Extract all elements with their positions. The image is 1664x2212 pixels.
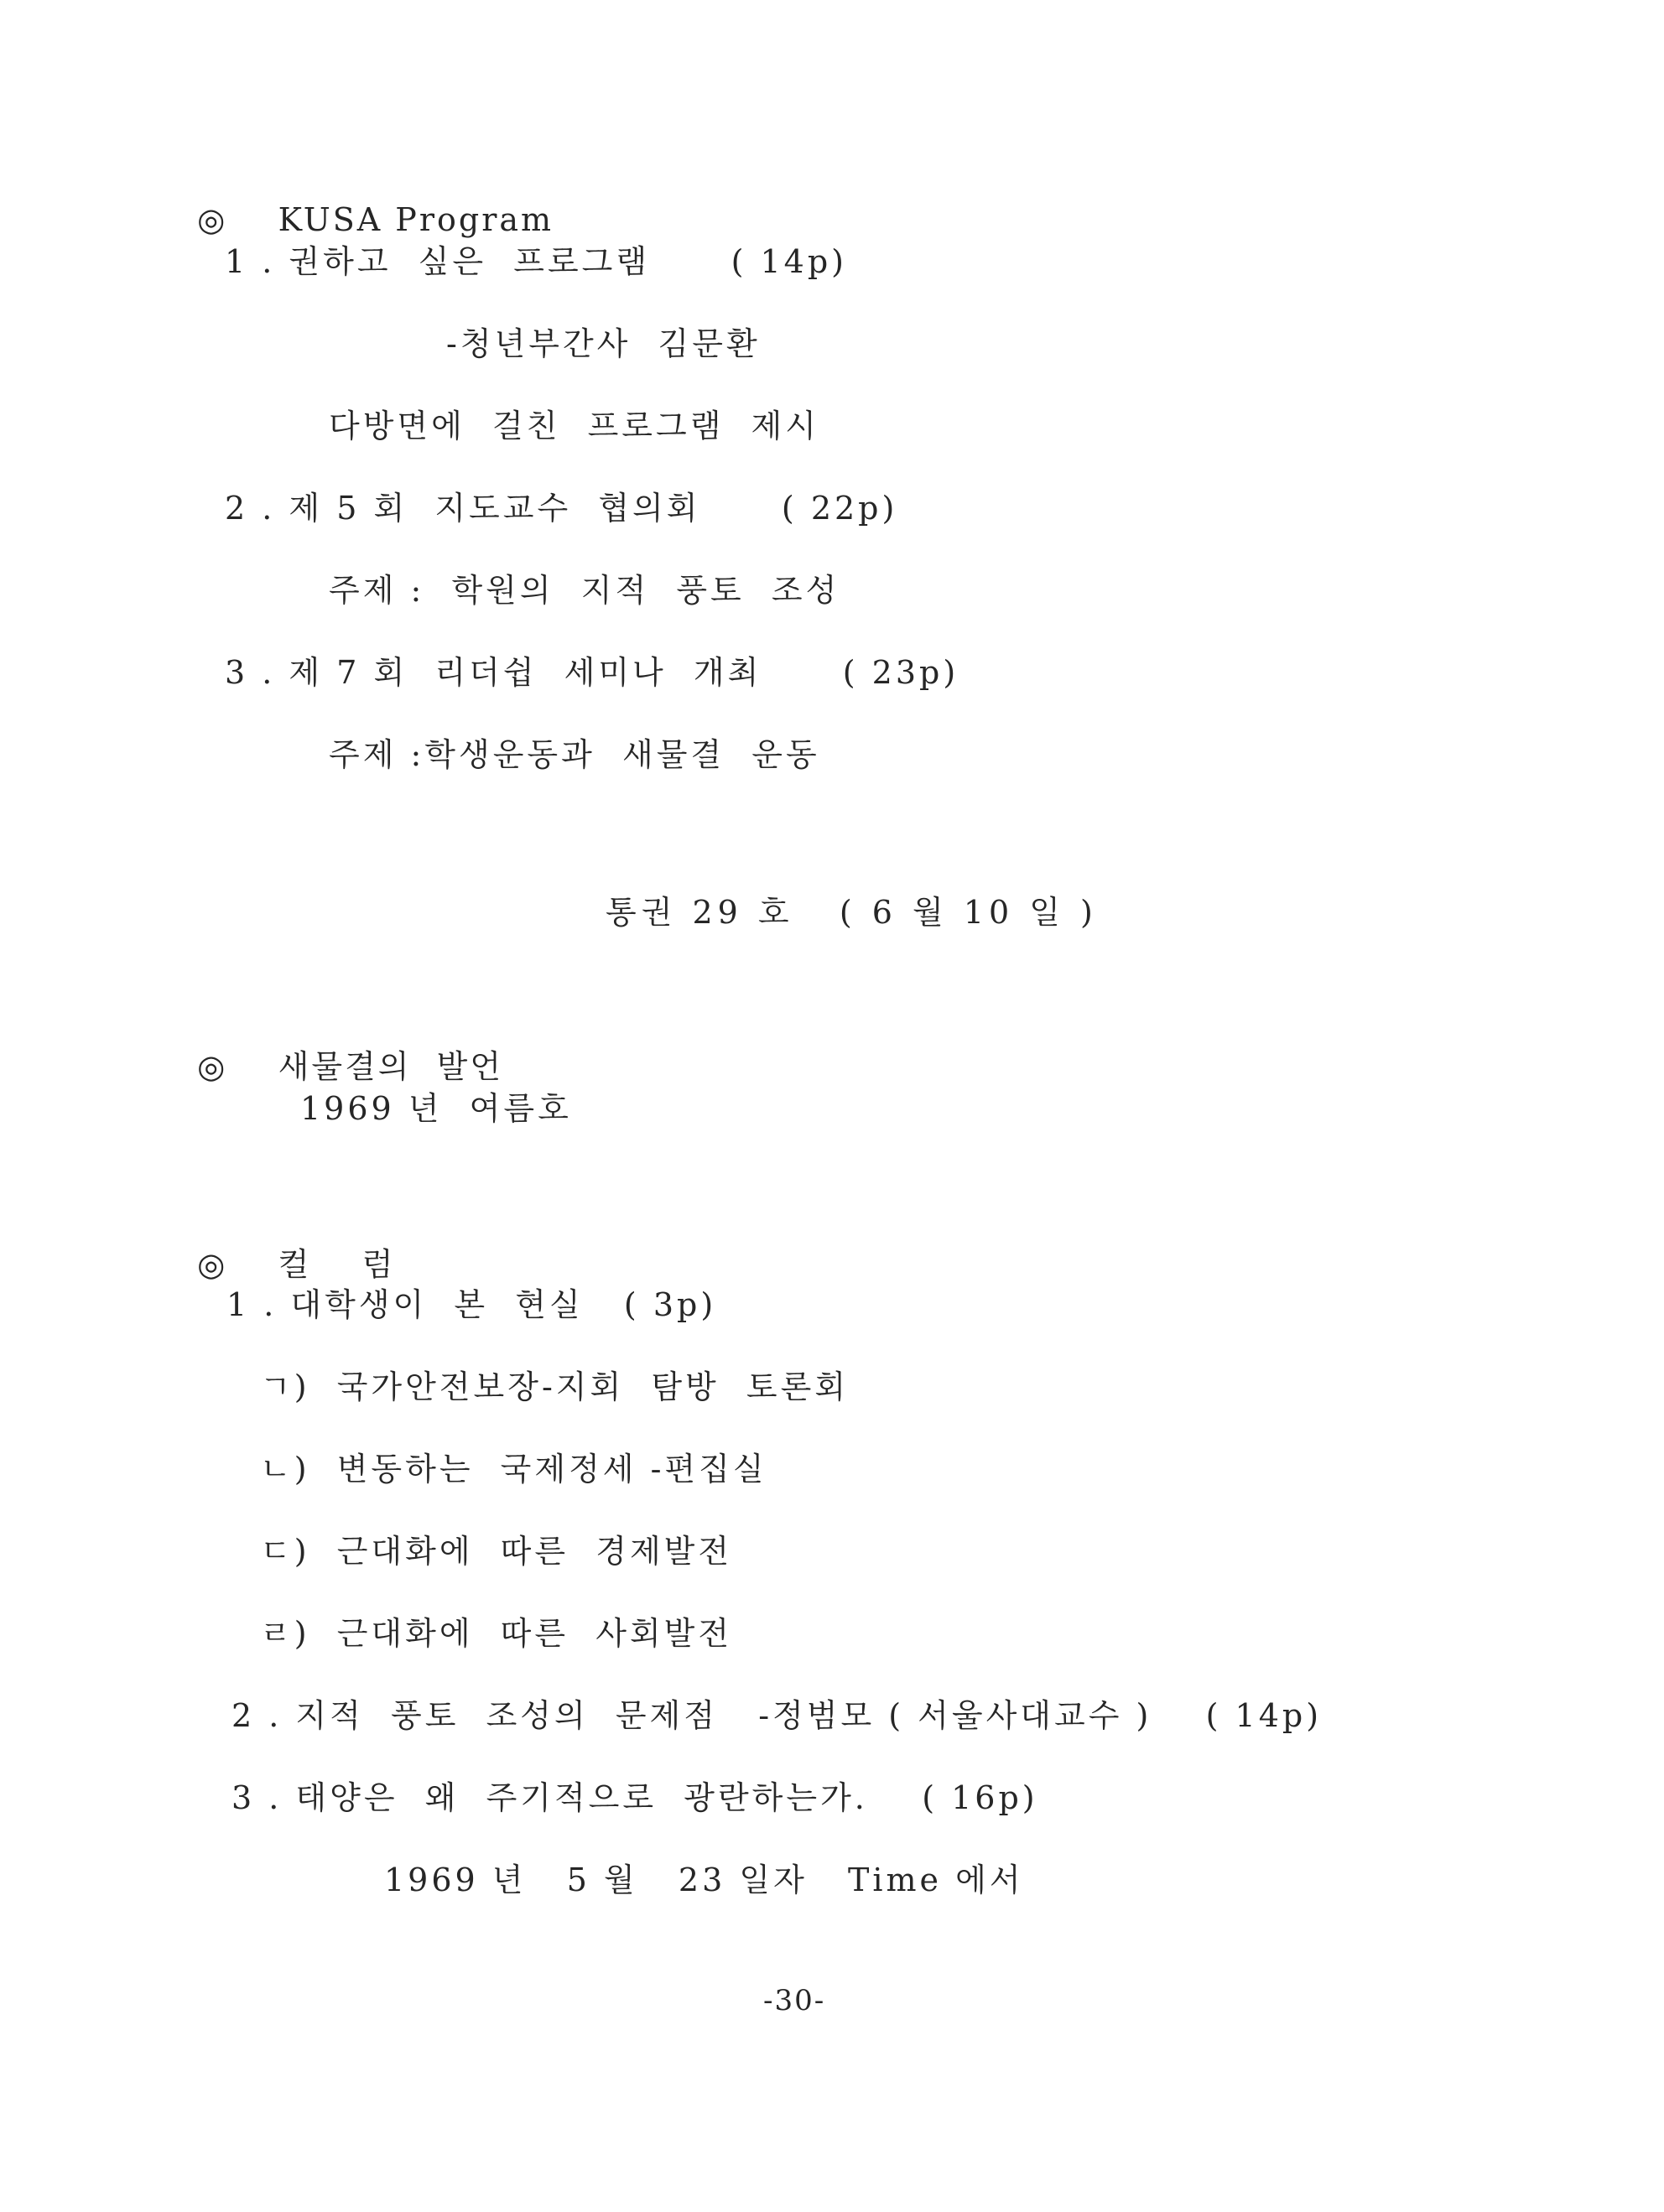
kusa-item-1-desc: 다방면에 걸친 프로그램 제시: [329, 408, 819, 444]
column-sub-a: ㄱ) 국가안전보장-지회 탐방 토론회: [260, 1368, 850, 1405]
kusa-item-3-theme: 주제 :학생운동과 새물결 운동: [329, 736, 820, 773]
kusa-section-title: [172, 159, 554, 240]
column-sub-c: ㄷ) 근대화에 따른 경제발전: [260, 1533, 733, 1570]
issue-heading: 통권 29 호 ( 6 월 10 일 ): [606, 894, 1098, 931]
column-section-title: [172, 1204, 395, 1285]
column-item-1: 1 . 대학생이 본 현실 ( 3p): [226, 1286, 717, 1323]
kusa-item-1-author: -청년부간사 김문환: [446, 325, 761, 362]
bullet-marker: ◎: [197, 1048, 228, 1085]
column-item-2: 2 . 지적 풍토 조성의 문제점 -정범모 ( 서울사대교수 ) ( 14p): [231, 1697, 1323, 1734]
column-item-3: 3 . 태양은 왜 주기적으로 광란하는가. ( 16p): [231, 1779, 1038, 1816]
bullet-marker: ◎: [197, 201, 228, 238]
kusa-item-3: 3 . 제 7 회 리더쉽 세미나 개최 ( 23p): [225, 654, 959, 691]
column-sub-d: ㄹ) 근대화에 따른 사회발전: [260, 1615, 733, 1652]
bullet-marker: ◎: [197, 1246, 228, 1283]
saemulgyeol-title-text: 새물결의 발언: [278, 1048, 504, 1085]
column-sub-b: ㄴ) 변동하는 국제정세 -편집실: [260, 1451, 767, 1488]
page-number: -30-: [763, 1984, 826, 2017]
kusa-title-text: KUSA Program: [278, 201, 554, 238]
kusa-item-2: 2 . 제 5 회 지도교수 협의회 ( 22p): [225, 490, 898, 527]
saemulgyeol-section-title: [172, 1006, 503, 1087]
kusa-item-2-theme: 주제 : 학원의 지적 풍토 조성: [329, 572, 840, 609]
kusa-item-1: 1 . 권하고 싶은 프로그램 ( 14p): [225, 243, 847, 280]
column-item-3-source: 1969 년 5 월 23 일자 Time 에서: [384, 1862, 1024, 1898]
column-title-text: 컬 럼: [278, 1246, 396, 1283]
saemulgyeol-subtitle: 1969 년 여름호: [300, 1090, 572, 1127]
